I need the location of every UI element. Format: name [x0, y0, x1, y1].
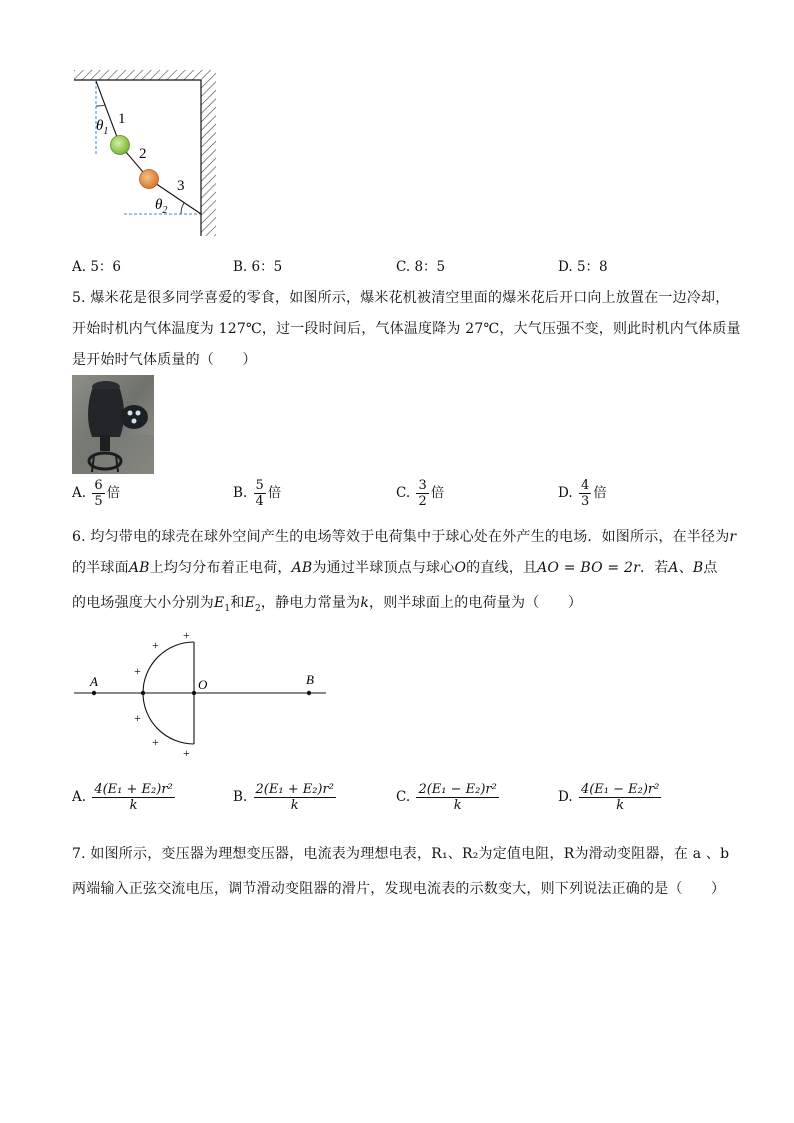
q5-option-a[interactable]: A. $\frac{6}{5}$ 倍 [72, 478, 121, 509]
plus-sign: + [134, 664, 141, 678]
theta2-label: $\theta_2$ [155, 197, 168, 216]
point-o [192, 691, 196, 695]
plus-sign: + [134, 711, 141, 725]
point-edge [141, 691, 145, 695]
q6-option-d[interactable]: D. $\frac{\text{4(E₁ − E₂)r²}}{k}$ [558, 782, 660, 813]
label-o: O [198, 677, 208, 692]
q5-line-3: 是开始时气体质量的（ ） [72, 352, 257, 368]
q7-line-2: 两端输入正弦交流电压，调节滑动变阻器的滑片，发现电流表的示数变大，则下列说法正确的是（ ） [72, 881, 726, 897]
label-3: 3 [177, 178, 185, 194]
q5-option-c[interactable]: C. $\frac{3}{2}$ 倍 [396, 478, 445, 509]
q4-option-d[interactable]: D. 5：8 [558, 259, 608, 275]
q6-option-a[interactable]: A. $\frac{\text{4(E₁ + E₂)r²}}{k}$ [72, 782, 173, 813]
q6-option-c[interactable]: C. $\frac{\text{2(E₁ − E₂)r²}}{k}$ [396, 782, 497, 813]
plus-sign: + [152, 735, 159, 749]
q5-option-d[interactable]: D. $\frac{4}{3}$ 倍 [558, 478, 607, 509]
q4-option-c[interactable]: C. 8：5 [396, 259, 446, 275]
q6-line-1: 6. 均匀带电的球壳在球外空间产生的电场等效于电荷集中于球心处在外产生的电场．如图所示，在半径为r [72, 529, 737, 545]
q4-option-b[interactable]: B. 6：5 [233, 259, 283, 275]
q4-figure [70, 66, 220, 240]
q6-option-b[interactable]: B. $\frac{\text{2(E₁ + E₂)r²}}{k}$ [233, 782, 334, 813]
q6-hemisphere-figure [70, 628, 330, 758]
q5-line-2: 开始时机内气体温度为 127℃，过一段时间后，气体温度降为 27℃，大气压强不变，则此时机内气体质量 [72, 321, 741, 337]
plus-sign: + [183, 746, 190, 758]
plus-sign: + [152, 638, 159, 652]
q5-line-1: 5. 爆米花是很多同学喜爱的零食，如图所示，爆米花机被清空里面的爆米花后开口向上放置在一边冷却， [72, 290, 730, 306]
label-a: A [90, 674, 98, 689]
theta1-label: $\theta_1$ [96, 118, 109, 137]
point-b [307, 691, 311, 695]
q4-option-a[interactable]: A. 5：6 [72, 259, 122, 275]
popcorn-machine-photo [72, 375, 154, 474]
label-1: 1 [118, 111, 126, 127]
ball-1 [111, 136, 130, 155]
q5-option-b[interactable]: B. $\frac{5}{4}$ 倍 [233, 478, 282, 509]
wall-hatch [201, 80, 216, 236]
ceiling-hatch [74, 70, 216, 80]
q6-line-3: 的电场强度大小分别为$E_1$和$E_2$，静电力常量为k，则半球面上的电荷量为（ ） [72, 595, 583, 614]
q6-line-2: 的半球面AB上均匀分布着正电荷，AB为通过半球顶点与球心O的直线，且AO = BO = 2r．若A、B点 [72, 560, 718, 576]
label-2: 2 [139, 146, 147, 162]
label-b: B [306, 672, 314, 687]
ball-2 [140, 170, 159, 189]
plus-sign: + [183, 628, 190, 642]
point-a [92, 691, 96, 695]
q7-line-1: 7. 如图所示，变压器为理想变压器，电流表为理想电表，R₁、R₂为定值电阻，R为滑动变阻器，在 a 、b [72, 846, 730, 862]
